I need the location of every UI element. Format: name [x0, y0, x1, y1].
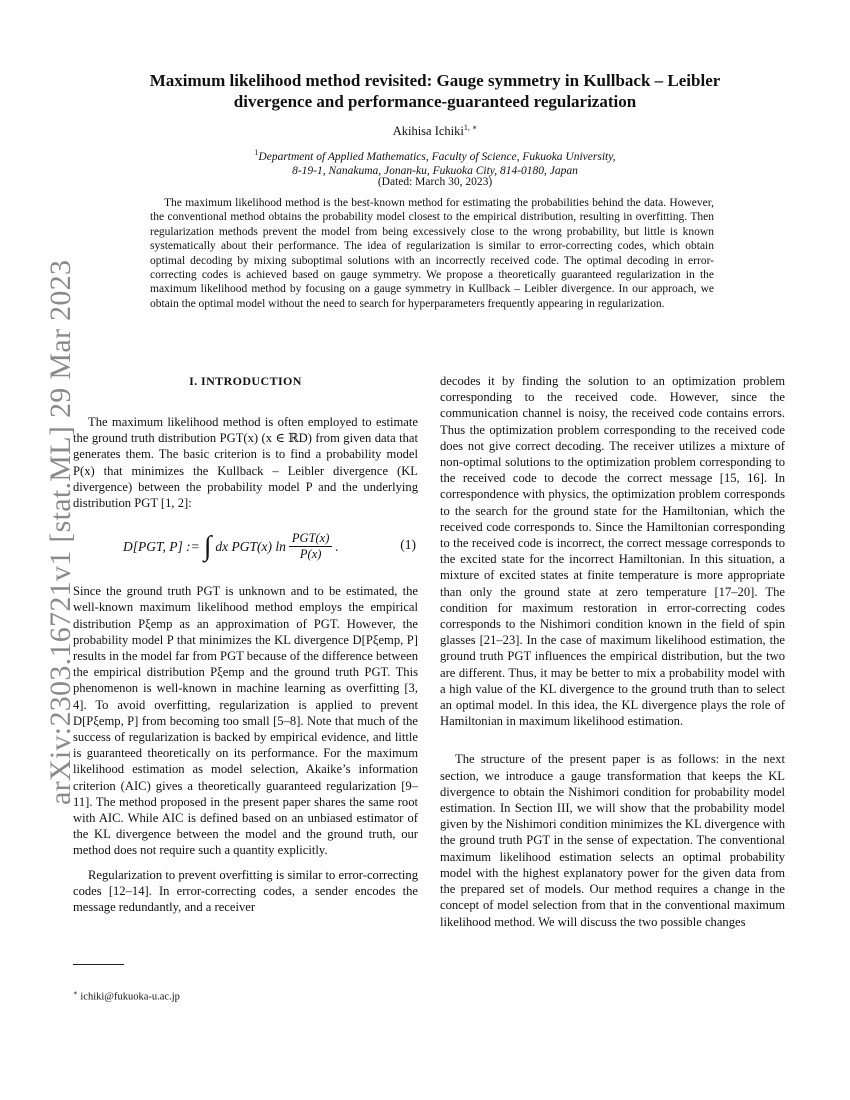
arxiv-identifier: arXiv:2303.16721v1 [stat.ML] 29 Mar 2023 — [44, 259, 77, 805]
affiliation-mark: 1 — [254, 148, 259, 157]
equation-period: . — [335, 538, 339, 554]
paper-title — [95, 70, 775, 112]
title-line-2: divergence and performance-guaranteed regularization — [233, 92, 637, 111]
dated-line: (Dated: March 30, 2023) — [377, 176, 493, 188]
author-marks: 1, ∗ — [463, 123, 478, 132]
fraction-denominator: P(x) — [299, 547, 322, 562]
footnote-email: ichiki@fukuoka-u.ac.jp — [80, 991, 180, 1003]
fraction-numerator: PGT(x) — [289, 531, 333, 547]
affiliation-line-2: 8-19-1, Nanakuma, Jonan-ku, Fukuoka City, 814-0180, Japan — [292, 164, 578, 177]
author-block — [95, 123, 775, 139]
affiliation-block — [95, 146, 775, 178]
footnote-rule — [73, 964, 124, 965]
intro-paragraph-3: Regularization to prevent overfitting is similar to error-correcting codes [12–14]. In error-correcting codes, a sender encodes the message redundantly, and a receiver — [73, 867, 418, 915]
footnote-mark: ∗ — [73, 989, 78, 997]
affiliation-line-1: Department of Applied Mathematics, Faculty of Science, Fukuoka University, — [258, 150, 616, 163]
equation-integrand: dx PGT(x) ln — [215, 538, 286, 554]
equation-lhs: D[PGT, P] := — [123, 538, 200, 554]
left-column — [73, 373, 418, 915]
right-column — [440, 373, 785, 930]
equation-1 — [73, 519, 418, 573]
intro-paragraph-2: Since the ground truth PGT is unknown and to be estimated, the well-known maximum likelihood method employs the empirical distribution Pξemp as an approximation of PGT. However, the probability model P that minimizes the KL divergence D[Pξemp, P] results in the model far from PGT because of the difference between the empirical distribution Pξemp and the ground truth PGT. This phenomenon is well-known in machine learning as overfitting [3, 4]. To avoid overfitting, regularization is applied to prevent D[Pξemp, P] from becoming too small [5–8]. Note that much of the success of regularization is backed by empirical evidence, and little is guaranteed theoretically on its performance. For the maximum likelihood estimation as model selection, Akaike’s information criterion (AIC) gives a theoretically guaranteed regularization [9–11]. The method proposed in the present paper shares the same root with AIC. While AIC is defined based on an unbiased estimator of the KL divergence between the model and the ground truth, our method does not require such a quantity explicitly. — [73, 584, 418, 858]
footnote — [73, 989, 180, 1003]
abstract: The maximum likelihood method is the best-known method for estimating the probabilities behind the data. However, the conventional method obtains the probability model closest to the empirical distribution, resulting in overfitting. Then regularization methods prevent the model from being excessively close to the wrong probability, but little is known systematically about their performance. The idea of regularization is similar to error-correcting codes, which obtain optimal decoding by mixing suboptimal solutions with an incorrectly received code. The optimal decoding in error-correcting codes is achieved based on gauge symmetry. We propose a theoretically guaranteed regularization in the maximum likelihood method by focusing on a gauge symmetry in Kullback – Leibler divergence. In our approach, we obtain the optimal model without the need to search for hyperparameters frequently appearing in regularization. — [150, 197, 714, 310]
author-name: Akihisa Ichiki — [392, 124, 464, 139]
intro-paragraph-4: decodes it by finding the solution to an optimization problem corresponding to the received code. However, since the communication channel is noisy, the received code contains errors. Thus the optimization problem corresponding to the received code does not give correct decoding. The receiver utilizes a mixture of non-optimal solutions to the optimization problem corresponding to the received code to decode the correct message [15, 16]. In correspondence with physics, the optimization problem corresponds to the search for the ground state for the Hamiltonian, which the received code corresponds to. Since the Hamiltonian corresponding to the received code is incorrect, the correct message corresponds to the excited state for the incorrect Hamiltonian. In this situation, a mixture of excited states at finite temperature is more appropriate than only the ground state at zero temperature [17–20]. The condition for maximum restoration in error-correcting codes corresponds to the Nishimori condition known in the field of spin glasses [21–23]. In the case of maximum likelihood estimation, the ground truth PGT influences the empirical distribution, but the two are different. Thus, it may be better to mix a probability model with a high value of the KL divergence to the ground truth than to select an optimal model. In this idea, the KL divergence plays the role of Hamiltonian in maximum likelihood estimation. — [440, 374, 785, 729]
equation-number: (1) — [400, 537, 416, 553]
section-heading: I. INTRODUCTION — [189, 374, 302, 388]
intro-paragraph-5: The structure of the present paper is as follows: in the next section, we introduce a gauge transformation that keeps the KL divergence to obtain the Nishimori condition for probability model estimation. In Section III, we will show that the probability model given by the Nishimori condition minimizes the KL divergence with the ground truth PGT in the sense of expectation. The conventional maximum likelihood estimation selects an optimal probability model with the highest explanatory power for the given data from the prepared set of models. Our method requires a change in the concept of model selection from that in the conventional maximum likelihood method. We will discuss the two possible changes — [440, 752, 785, 929]
intro-paragraph-1: The maximum likelihood method is often employed to estimate the ground truth distribution PGT(x) (x ∈ ℝD) from given data that generates them. The basic criterion is to find a probability model P(x) that minimizes the Kullback – Leibler divergence (KL divergence) between the probability model P and the underlying distribution PGT [1, 2]: — [73, 415, 418, 511]
integral-symbol: ∫ — [203, 530, 212, 562]
title-line-1: Maximum likelihood method revisited: Gauge symmetry in Kullback – Leibler — [149, 71, 721, 90]
equation-fraction — [289, 531, 333, 562]
